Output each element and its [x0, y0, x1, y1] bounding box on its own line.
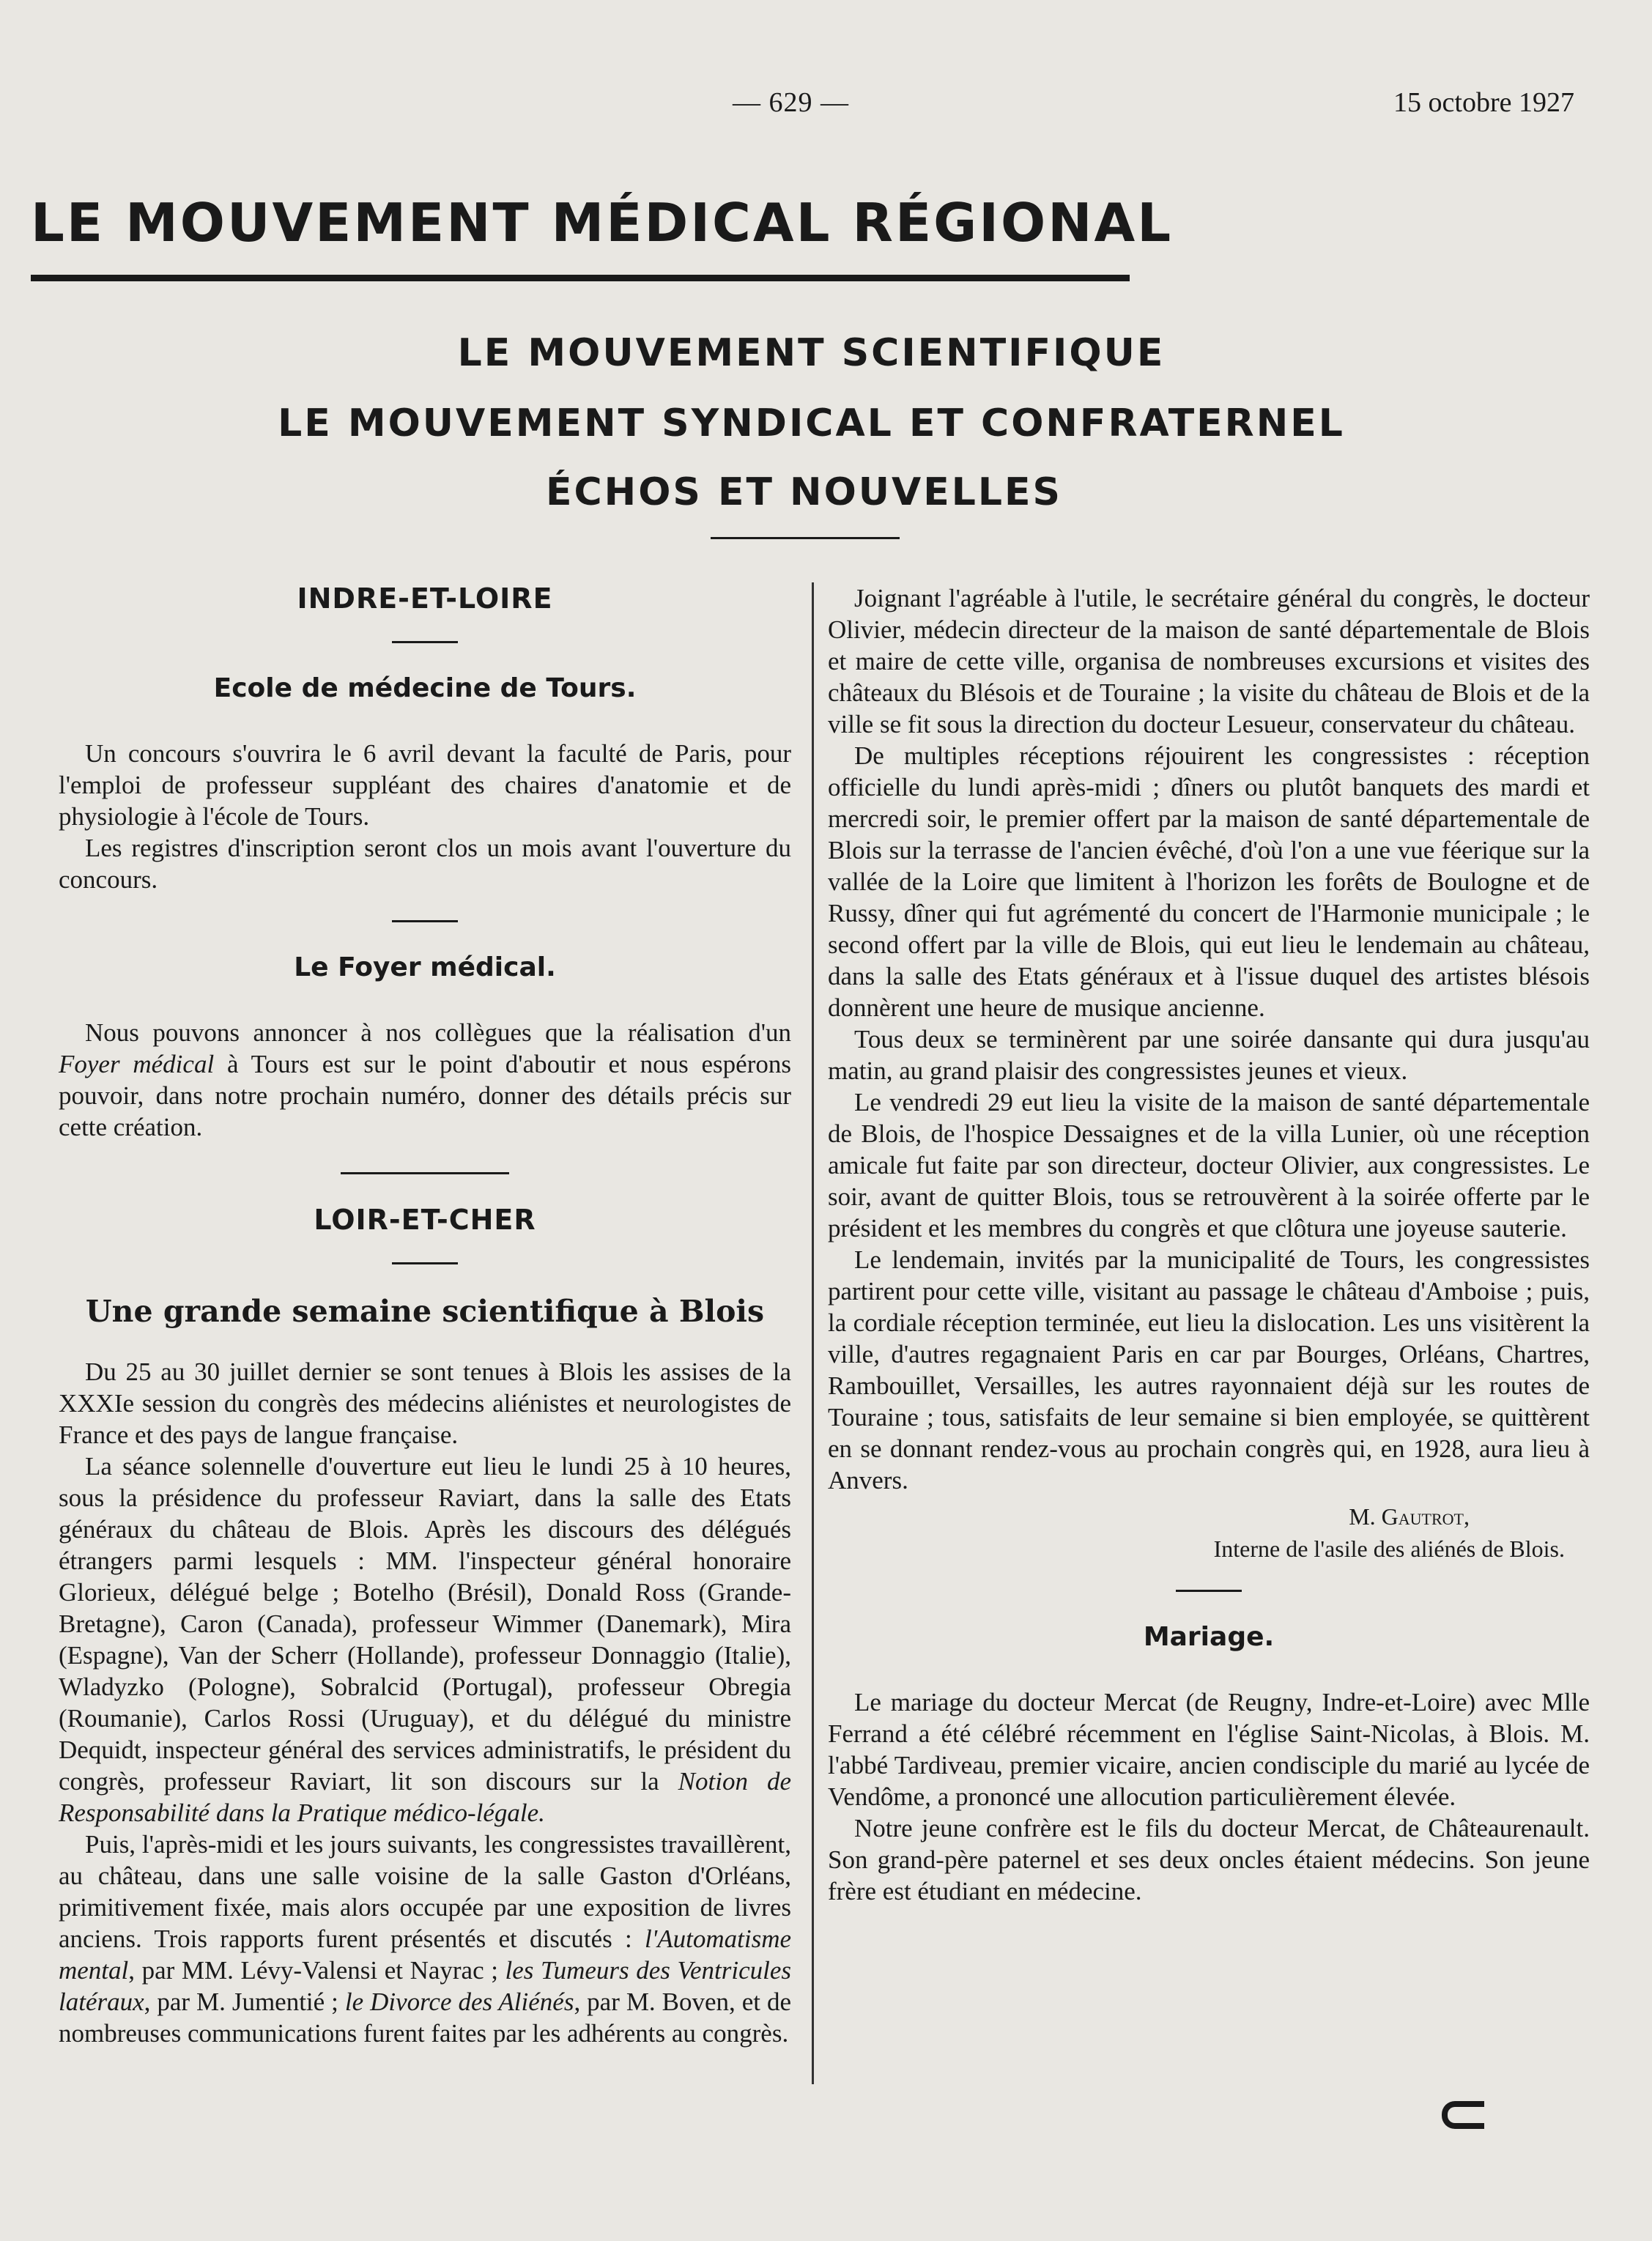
divider [1176, 1590, 1242, 1592]
signature-block [828, 1500, 1565, 1565]
masthead-title: LE MOUVEMENT MÉDICAL RÉGIONAL [31, 192, 1174, 253]
section-title-indre-et-loire: INDRE-ET-LOIRE [297, 582, 553, 615]
signature-name: M. Gautrot, [1349, 1503, 1470, 1530]
end-mark-icon [1442, 2101, 1484, 2129]
article-paragraph: Nous pouvons annoncer à nos collègues que la réalisation d'un Foyer médical à Tours est sur le point d'aboutir et nous espérons pouvoir, dans notre prochain numéro, donner des détails précis sur cette création. [59, 1018, 791, 1141]
divider [341, 1172, 509, 1174]
divider [392, 920, 458, 922]
headline-scientifique: LE MOUVEMENT SCIENTIFIQUE [457, 331, 1166, 375]
headline-echos: ÉCHOS ET NOUVELLES [545, 470, 1062, 514]
article-paragraph: Le vendredi 29 eut lieu la visite de la maison de santé départementale de Blois, de l'hospice Dessaignes et de la villa Lunier, où une réception amicale fut faite par son directeur, docteur Olivier, aux congressistes. Le soir, avant de quitter Blois, tous se retrouvèrent à la soirée offerte par le président et les membres du congrès et que clôtura une joyeuse sauterie. [828, 1088, 1590, 1242]
divider [392, 641, 458, 643]
article-paragraph: Le lendemain, invités par la municipalité de Tours, les congressistes partirent pour cette ville, visitant au passage le château d'Amboise ; puis, la cordiale réception terminée, eut lieu la dislocation. Les uns visitèrent la ville, d'autres regagnaient Paris en car par Bourges, Orléans, Chartres, Rambouillet, Versailles, les autres rayonnaient déjà sur les routes de Touraine ; tous, satisfaits de leur semaine si bien employée, se quittèrent en se donnant rendez-vous au prochain congrès qui, en 1928, aura lieu à Anvers. [828, 1245, 1590, 1494]
left-column [59, 582, 791, 2049]
article-paragraph: Joignant l'agréable à l'utile, le secrétaire général du congrès, le docteur Olivier, médecin directeur de la maison de santé départementale de Blois et maire de cette ville, organisa de nombreuses excursions et visites des châteaux du Blésois et de Touraine ; la visite du château de Blois et de la ville se fit sous la direction du docteur Lesueur, conservateur du château. [828, 584, 1590, 738]
article-paragraph: De multiples réceptions réjouirent les congressistes : réception officielle du lundi après-midi ; dîners ou plutôt banquets des mardi et mercredi soir, le premier offert par la maison de santé départementale de Blois sur la terrasse de l'ancien évêché, d'où l'on a une vue féerique sur la vallée de la Loire que limitent à l'horizon les forêts de Boulogne et de Russy, dîner qui fut agrémenté du concert de l'Harmonie municipale ; le second offert par la ville de Blois, qui eut lieu le lendemain au château, dans la salle des Etats généraux et à l'issue duquel des artistes blésois donnèrent une heure de musique ancienne. [828, 741, 1590, 1022]
article-title-ecole: Ecole de médecine de Tours. [213, 673, 637, 703]
article-paragraph: Du 25 au 30 juillet dernier se sont tenues à Blois les assises de la XXXIe session du congrès des médecins aliénistes et neurologistes de France et des pays de langue française. [59, 1357, 791, 1449]
right-column [828, 582, 1590, 1907]
article-paragraph: Puis, l'après-midi et les jours suivants, les congressistes travaillèrent, au château, dans une salle voisine de la salle Gaston d'Orléans, primitivement fixée, mais alors occupée par une exposition de livres anciens. Trois rapports furent présentés et discutés : l'Automatisme mental, par MM. Lévy-Valensi et Nayrac ; les Tumeurs des Ventricules latéraux, par M. Jumentié ; le Divorce des Aliénés, par M. Boven, et de nombreuses communications furent faites par les adhérents au congrès. [59, 1829, 791, 2048]
article-paragraph: Un concours s'ouvrira le 6 avril devant la faculté de Paris, pour l'emploi de professeur suppléant des chaires d'anatomie et de physiologie à l'école de Tours. [59, 738, 791, 831]
article-paragraph: Tous deux se terminèrent par une soirée dansante qui dura jusqu'au matin, au grand plaisir des congressistes jeunes et vieux. [828, 1025, 1590, 1085]
headline-rule [711, 537, 900, 539]
column-divider [812, 582, 814, 2084]
page-number: — 629 — [733, 87, 849, 118]
article-paragraph: Le mariage du docteur Mercat (de Reugny, Indre-et-Loire) avec Mlle Ferrand a été célébré récemment en l'église Saint-Nicolas, à Blois. M. l'abbé Tardiveau, premier vicaire, ancien condisciple du marié au lycée de Vendôme, a prononcé une allocution particulièrement élevée. [828, 1688, 1590, 1812]
headline-syndical: LE MOUVEMENT SYNDICAL ET CONFRATERNEL [278, 401, 1345, 445]
issue-date: 15 octobre 1927 [1393, 87, 1574, 118]
article-paragraph: La séance solennelle d'ouverture eut lieu le lundi 25 à 10 heures, sous la présidence du professeur Raviart, dans la salle des Etats généraux du château de Blois. Après les discours des délégués étrangers parmi lesquels : MM. l'inspecteur général honoraire Glorieux, délégué belge ; Botelho (Brésil), Donald Ross (Grande-Bretagne), Caron (Canada), professeur Wimmer (Danemark), Mira (Espagne), Van der Scherr (Hollande), professeur Donnaggio (Italie), Wladyzko (Pologne), Sobralcid (Portugal), professeur Obregia (Roumanie), Carlos Rossi (Uruguay), et du délégué du ministre Dequidt, inspecteur général des services administratifs, le président du congrès, professeur Raviart, lit son discours sur la Notion de Responsabilité dans la Pratique médico-légale. [59, 1451, 792, 1827]
divider [392, 1262, 458, 1264]
article-paragraph: Notre jeune confrère est le fils du docteur Mercat, de Châteaurenault. Son grand-père paternel et ses deux oncles étaient médecins. Son jeune frère est étudiant en médecine. [828, 1814, 1590, 1906]
signature-title: Interne de l'asile des aliénés de Blois. [1213, 1536, 1565, 1562]
masthead-rule [31, 275, 1130, 281]
article-title-semaine: Une grande semaine scientifique à Blois [85, 1293, 765, 1329]
article-title-foyer: Le Foyer médical. [294, 952, 556, 982]
section-title-loir-et-cher: LOIR-ET-CHER [314, 1203, 536, 1236]
article-title-mariage: Mariage. [1143, 1622, 1275, 1652]
article-paragraph: Les registres d'inscription seront clos un mois avant l'ouverture du concours. [59, 833, 791, 894]
